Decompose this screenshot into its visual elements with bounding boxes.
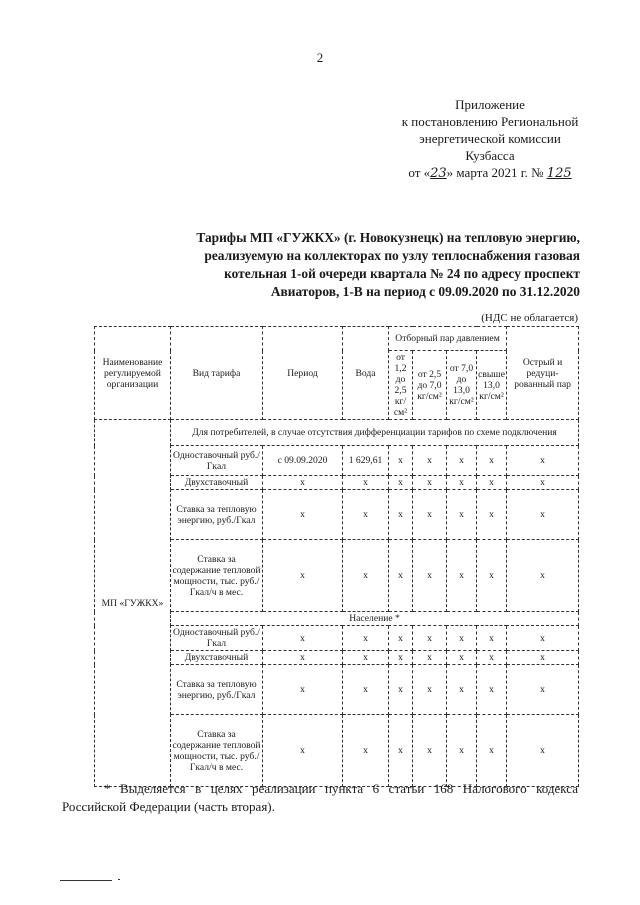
title-line-3: котельная 1-ой очереди квартала № 24 по адресу проспект xyxy=(224,266,580,281)
period-cell: x xyxy=(263,715,343,787)
sharp-steam-cell: x xyxy=(507,446,579,476)
title-line-4: Авиаторов, 1-В на период с 09.09.2020 по 31.12.2020 xyxy=(270,284,580,299)
steam-3-cell: x xyxy=(447,490,477,540)
steam-2-cell: x xyxy=(413,626,447,651)
vat-note: (НДС не облагается) xyxy=(481,312,578,324)
header-sharp-steam: Острый и редуци-рованный пар xyxy=(507,327,579,420)
period-cell: x xyxy=(263,490,343,540)
steam-2-cell: x xyxy=(413,665,447,715)
water-cell: x xyxy=(343,651,389,665)
sharp-steam-cell: x xyxy=(507,665,579,715)
steam-1-cell: x xyxy=(389,626,413,651)
date-prefix: от « xyxy=(408,165,431,180)
water-cell: x xyxy=(343,540,389,612)
header-steam-group: Отборный пар давлением xyxy=(389,327,507,351)
header-steam-2: от 2,5 до 7,0 кг/см² xyxy=(413,351,447,420)
steam-3-cell: x xyxy=(447,540,477,612)
appendix-line-3: энергетической комиссии xyxy=(419,131,561,146)
footnote: * Выделяется в целях реализации пункта 6 статьи 168 Налогового кодекса Российской Федерации (часть вторая). xyxy=(62,781,578,814)
date-mid: » марта 2021 г. № xyxy=(446,165,544,180)
tariff-type-cell: Одноставочный руб./Гкал xyxy=(171,446,263,476)
handwritten-day: 23 xyxy=(430,166,447,181)
steam-2-cell: x xyxy=(413,540,447,612)
period-cell: x xyxy=(263,540,343,612)
period-cell: x xyxy=(263,665,343,715)
tariff-table xyxy=(94,326,579,787)
document-title xyxy=(120,229,580,301)
steam-4-cell: x xyxy=(477,476,507,490)
steam-3-cell: x xyxy=(447,476,477,490)
steam-1-cell: x xyxy=(389,446,413,476)
steam-3-cell: x xyxy=(447,446,477,476)
appendix-line-2: к постановлению Региональной xyxy=(401,114,579,129)
tariff-type-cell: Ставка за тепловую энергию, руб./Гкал xyxy=(171,490,263,540)
water-cell: x xyxy=(343,715,389,787)
appendix-line-1: Приложение xyxy=(455,97,525,112)
steam-1-cell: x xyxy=(389,476,413,490)
tariff-type-cell: Ставка за тепловую энергию, руб./Гкал xyxy=(171,665,263,715)
steam-2-cell: x xyxy=(413,446,447,476)
period-cell: x xyxy=(263,626,343,651)
appendix-date xyxy=(360,164,620,182)
title-line-2: реализуемую на коллекторах по узлу теплоснабжения газовая xyxy=(204,248,580,263)
steam-3-cell: x xyxy=(447,651,477,665)
steam-2-cell: x xyxy=(413,651,447,665)
tariff-type-cell: Двухставочный xyxy=(171,476,263,490)
steam-4-cell: x xyxy=(477,446,507,476)
tariff-type-cell: Ставка за содержание тепловой мощности, тыс. руб./Гкал/ч в мес. xyxy=(171,715,263,787)
sharp-steam-cell: x xyxy=(507,626,579,651)
header-type: Вид тарифа xyxy=(171,327,263,420)
header-org: Наименование регулируемой организации xyxy=(95,327,171,420)
steam-1-cell: x xyxy=(389,665,413,715)
appendix-block xyxy=(360,96,620,182)
header-steam-1: от 1,2 до 2,5 кг/см² xyxy=(389,351,413,420)
tariff-type-cell: Ставка за содержание тепловой мощности, тыс. руб./Гкал/ч в мес. xyxy=(171,540,263,612)
steam-4-cell: x xyxy=(477,626,507,651)
title-line-1: Тарифы МП «ГУЖКХ» (г. Новокузнецк) на тепловую энергию, xyxy=(196,230,580,245)
section-header-consumers: Для потребителей, в случае отсутствия дифференциации тарифов по схеме подключения xyxy=(171,420,579,446)
sharp-steam-cell: x xyxy=(507,651,579,665)
steam-4-cell: x xyxy=(477,715,507,787)
sharp-steam-cell: x xyxy=(507,490,579,540)
steam-4-cell: x xyxy=(477,665,507,715)
handwritten-number: 125 xyxy=(546,166,572,181)
steam-1-cell: x xyxy=(389,490,413,540)
footer-tick xyxy=(118,879,120,880)
period-cell: x xyxy=(263,651,343,665)
period-cell: с 09.09.2020 xyxy=(263,446,343,476)
sharp-steam-cell: x xyxy=(507,715,579,787)
header-steam-4: свыше 13,0 кг/см² xyxy=(477,351,507,420)
tariff-type-cell: Одноставочный руб./Гкал xyxy=(171,626,263,651)
header-water: Вода xyxy=(343,327,389,420)
header-steam-3: от 7,0 до 13,0 кг/см² xyxy=(447,351,477,420)
footer-rule xyxy=(60,880,112,881)
steam-1-cell: x xyxy=(389,715,413,787)
steam-3-cell: x xyxy=(447,626,477,651)
water-cell: x xyxy=(343,626,389,651)
appendix-line-4: Кузбасса xyxy=(465,148,515,163)
header-period: Период xyxy=(263,327,343,420)
tariff-type-cell: Двухставочный xyxy=(171,651,263,665)
period-cell: x xyxy=(263,476,343,490)
water-cell: x xyxy=(343,476,389,490)
steam-1-cell: x xyxy=(389,540,413,612)
water-cell: x xyxy=(343,665,389,715)
steam-2-cell: x xyxy=(413,476,447,490)
steam-1-cell: x xyxy=(389,651,413,665)
sharp-steam-cell: x xyxy=(507,476,579,490)
steam-2-cell: x xyxy=(413,715,447,787)
water-cell: 1 629,61 xyxy=(343,446,389,476)
steam-3-cell: x xyxy=(447,715,477,787)
page-number: 2 xyxy=(316,50,324,65)
org-name-cell: МП «ГУЖКХ» xyxy=(95,420,171,787)
steam-4-cell: x xyxy=(477,490,507,540)
steam-3-cell: x xyxy=(447,665,477,715)
section-header-population: Население * xyxy=(171,612,579,626)
steam-4-cell: x xyxy=(477,651,507,665)
sharp-steam-cell: x xyxy=(507,540,579,612)
water-cell: x xyxy=(343,490,389,540)
steam-4-cell: x xyxy=(477,540,507,612)
steam-2-cell: x xyxy=(413,490,447,540)
